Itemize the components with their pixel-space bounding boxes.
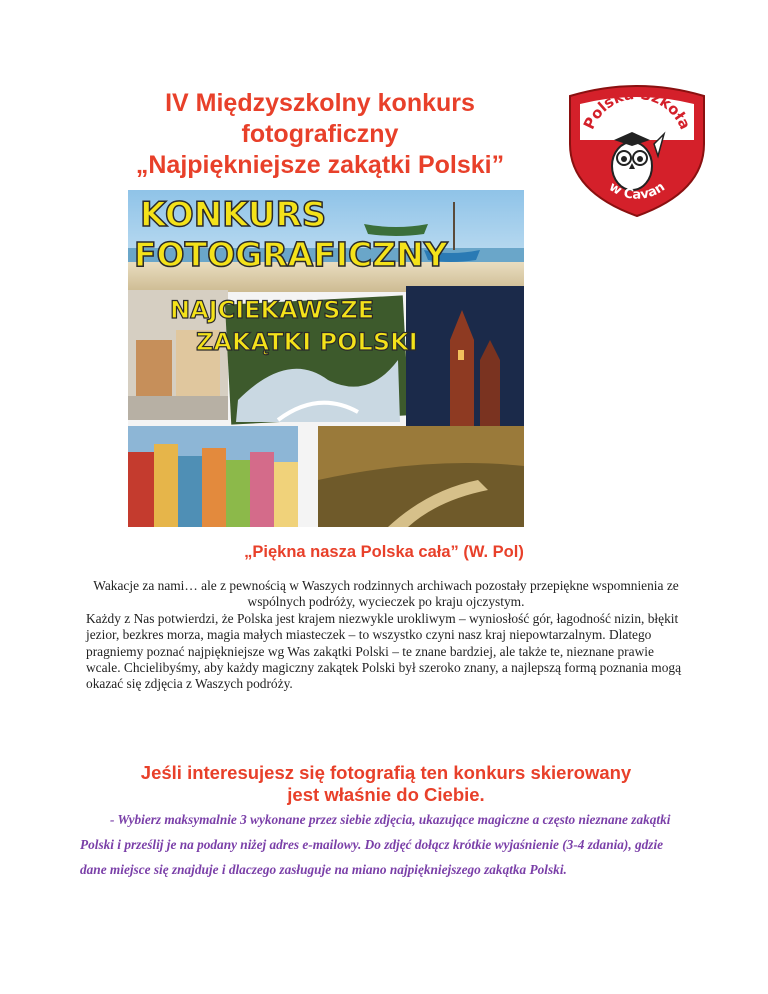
heading-line-2: jest właśnie do Ciebie. xyxy=(287,784,485,805)
poster-line-3: NAJCIEKAWSZE xyxy=(170,296,375,324)
poster-line-2: FOTOGRAFICZNY xyxy=(134,235,448,274)
photo-townhouses xyxy=(128,426,298,527)
instructions-text: - Wybierz maksymalnie 3 wykonane przez siebie zdjęcia, ukazujące magiczne a często nieznane zakątki Polski i prześlij je na podany niżej adres e-mailowy. Do zdjęć dołącz krótkie wyjaśnienie (3-4 zdania), gdzie dane miejsce się znajduje i dlaczego zasługuje na miano najpiękniejszego zakątka Polski. xyxy=(80,812,671,877)
heading-line-1: Jeśli interesujesz się fotografią ten konkurs skierowany xyxy=(140,762,632,783)
contest-poster xyxy=(128,190,524,527)
section-heading xyxy=(80,762,692,806)
school-logo xyxy=(562,84,712,218)
photo-forest xyxy=(318,426,524,527)
poster-line-4: ZAKĄTKI POLSKI xyxy=(196,328,418,356)
intro-paragraph xyxy=(86,578,686,693)
title-line-1: IV Międzyszkolny konkurs xyxy=(165,89,475,117)
logo-text-bottom: w Cavan xyxy=(606,179,668,203)
photo-church xyxy=(406,286,524,432)
body-text: Każdy z Nas potwierdzi, że Polska jest krajem niezwykle urokliwym – wyniosłość gór, łagodność nizin, błękit jezior, bezkres morza, magia małych miasteczek – to wszystko czyni nasz kraj niepowtarzalnym. Dlatego pragniemy poznać najpiękniejsze wg Was zakątki Polski – te znane bardziej, ale także te, nieznane prawie wcale. Chcielibyśmy, aby każdy magiczny zakątek Polski był szeroko znany, a najlepszą formą poznania mogą okazać się zdjęcia z Waszych podróży. xyxy=(86,610,682,692)
logo-text-top: Polska Szkoła xyxy=(579,84,695,133)
instructions xyxy=(80,807,692,882)
intro-text: Wakacje za nami… ale z pewnością w Waszych rodzinnych archiwach pozostały przepiękne wspomnienia ze wspólnych podróży, wycieczek po kraju ojczystym. xyxy=(93,578,679,610)
poster-line-1: KONKURS xyxy=(140,195,327,235)
title-line-3: „Najpiękniejsze zakątki Polski” xyxy=(135,151,505,179)
document-title xyxy=(60,88,580,181)
quote: „Piękna nasza Polska cała” (W. Pol) xyxy=(244,543,524,561)
title-line-2: fotograficzny xyxy=(241,120,399,148)
